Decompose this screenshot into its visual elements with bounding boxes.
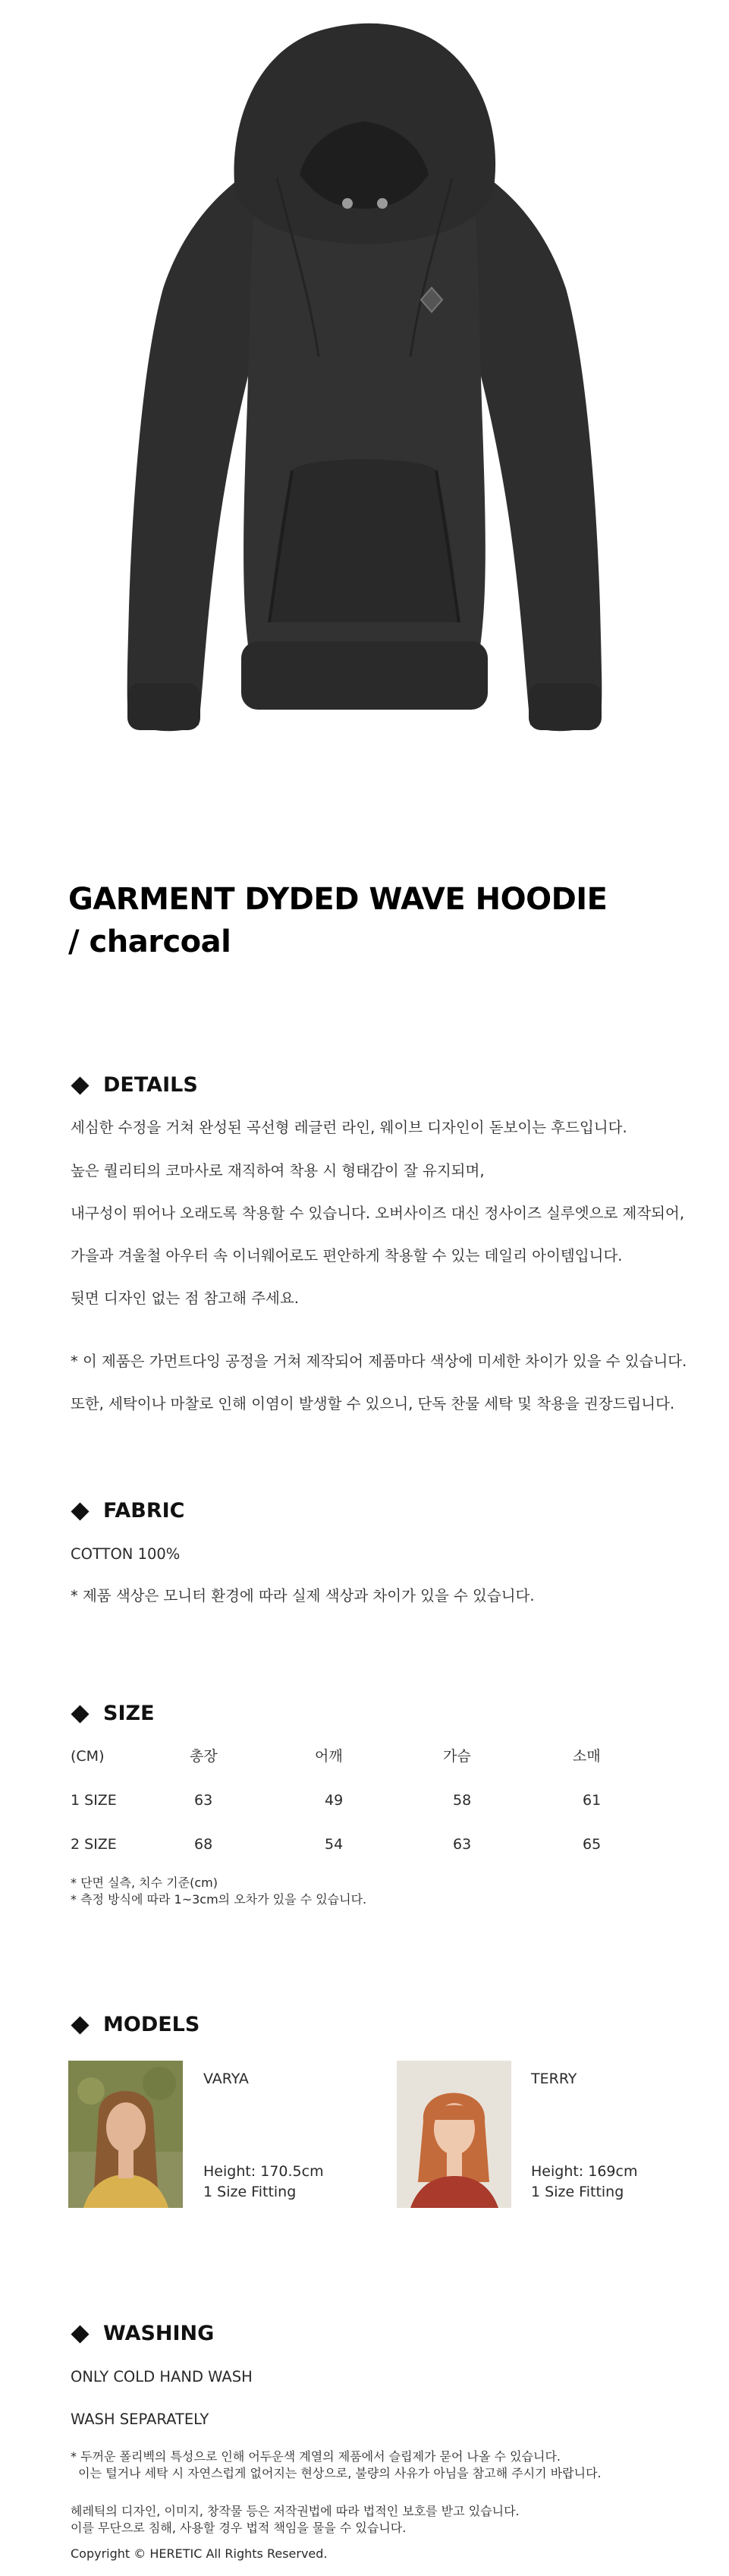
size-note: * 단면 실측, 치수 기준(cm): [71, 1875, 218, 1890]
size-value: 63: [453, 1836, 472, 1853]
size-value: 63: [194, 1792, 213, 1809]
size-heading: SIZE: [71, 1700, 155, 1727]
product-image-hoodie: [0, 0, 729, 842]
model-photo-terry: [397, 2061, 511, 2208]
model-height: Height: 170.5cm: [203, 2163, 324, 2180]
size-value: 65: [583, 1836, 602, 1853]
fabric-heading: FABRIC: [71, 1497, 184, 1525]
diamond-bullet-icon: [71, 1502, 89, 1520]
diamond-bullet-icon: [71, 2016, 89, 2034]
size-col-header: (CM): [71, 1748, 105, 1765]
size-col-header: 어깨: [315, 1748, 343, 1765]
diamond-bullet-icon: [71, 1705, 89, 1723]
details-line: 세심한 수정을 거쳐 완성된 곡선형 레글런 라인, 웨이브 디자인이 돋보이는 후드입니다.: [71, 1119, 627, 1136]
size-note: * 측정 방식에 따라 1~3cm의 오차가 있을 수 있습니다.: [71, 1892, 367, 1907]
details-line: 가을과 겨울철 아우터 속 이너웨어로도 편안하게 착용할 수 있는 데일리 아이템입니다.: [71, 1247, 623, 1264]
model-fit: 1 Size Fitting: [531, 2184, 624, 2200]
size-value: 54: [325, 1836, 344, 1853]
fabric-note: * 제품 색상은 모니터 환경에 따라 실제 색상과 차이가 있을 수 있습니다.: [71, 1587, 535, 1604]
details-line: 내구성이 뛰어나 오래도록 착용할 수 있습니다. 오버사이즈 대신 정사이즈 실루엣으로 제작되어,: [71, 1205, 685, 1222]
product-title-line1: GARMENT DYDED WAVE HOODIE: [68, 882, 608, 917]
size-table: [0, 1746, 729, 1875]
models-heading: MODELS: [71, 2011, 200, 2039]
size-value: 49: [325, 1792, 344, 1809]
washing-heading: WASHING: [71, 2320, 214, 2348]
model-name: VARYA: [203, 2071, 249, 2087]
model-name: TERRY: [531, 2071, 577, 2087]
product-title: [68, 878, 690, 963]
size-col-header: 가슴: [443, 1748, 471, 1765]
size-value: 68: [194, 1836, 213, 1853]
model-photo-varya: [68, 2061, 183, 2208]
washing-note: 이는 털거나 세탁 시 자연스럽게 없어지는 현상으로, 불량의 사유가 아님을 참고해 주시기 바랍니다.: [71, 2466, 602, 2480]
size-col-header: 총장: [190, 1748, 218, 1765]
washing-instruction: WASH SEPARATELY: [71, 2411, 209, 2428]
legal-notice: 이를 무단으로 침해, 사용할 경우 법적 책임을 물을 수 있습니다.: [71, 2521, 407, 2535]
copyright: Copyright © HERETIC All Rights Reserved.: [71, 2546, 328, 2561]
model-height: Height: 169cm: [531, 2163, 638, 2180]
details-heading: DETAILS: [71, 1072, 198, 1099]
washing-note: * 두꺼운 폴리벡의 특성으로 인해 어두운색 계열의 제품에서 슬립제가 묻어 나올 수 있습니다.: [71, 2449, 561, 2464]
size-row-label: 1 SIZE: [71, 1792, 117, 1809]
legal-notice: 헤레틱의 디자인, 이미지, 창작물 등은 저작권법에 따라 법적인 보호를 받고 있습니다.: [71, 2504, 520, 2518]
model-info: [203, 2162, 324, 2203]
fabric-composition: COTTON 100%: [71, 1545, 181, 1563]
details-note: 또한, 세탁이나 마찰로 인해 이염이 발생할 수 있으니, 단독 찬물 세탁 및 착용을 권장드립니다.: [71, 1395, 675, 1412]
details-line: 뒷면 디자인 없는 점 참고해 주세요.: [71, 1290, 299, 1307]
details-note: * 이 제품은 가먼트다잉 공정을 거쳐 제작되어 제품마다 색상에 미세한 차이가 있을 수 있습니다.: [71, 1353, 687, 1370]
washing-instruction: ONLY COLD HAND WASH: [71, 2368, 253, 2385]
model-info: [531, 2162, 637, 2203]
model-fit: 1 Size Fitting: [203, 2184, 297, 2200]
diamond-bullet-icon: [71, 1076, 89, 1094]
product-title-line2: / charcoal: [68, 924, 231, 959]
size-value: 61: [583, 1792, 602, 1809]
size-value: 58: [453, 1792, 472, 1809]
size-row-label: 2 SIZE: [71, 1836, 117, 1853]
details-line: 높은 퀄리티의 코마사로 재직하여 착용 시 형태감이 잘 유지되며,: [71, 1162, 485, 1179]
size-col-header: 소매: [573, 1748, 601, 1765]
diamond-bullet-icon: [71, 2325, 89, 2343]
